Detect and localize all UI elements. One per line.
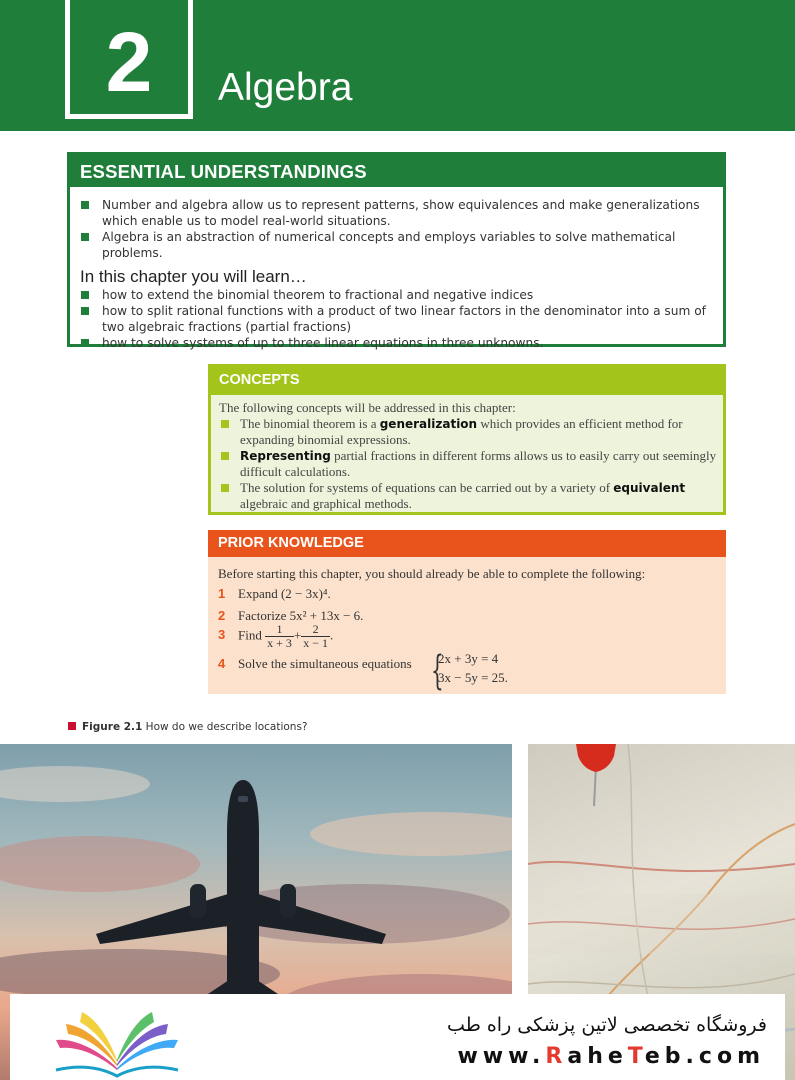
question-text: Solve the simultaneous equations [238,656,412,671]
essential-understandings-title: ESSENTIAL UNDERSTANDINGS [70,155,723,187]
equation-system [438,649,508,687]
bullet-square-icon [81,291,89,299]
bullet-square-icon [81,339,89,347]
url-part: eb.com [644,1044,765,1069]
question-text: Factorize 5x² + 13x − 6. [238,608,364,623]
concepts-title: CONCEPTS [211,367,723,395]
concepts-list [211,416,723,512]
store-name: فروشگاه تخصصی لاتین پزشکی راه طب [447,1014,767,1036]
bullet-square-icon [81,201,89,209]
fraction-denominator: x − 1 [303,636,328,650]
figure-caption [68,721,308,733]
question-3 [218,623,333,650]
essential-list [70,197,723,261]
concept-text: The binomial theorem is a [240,416,380,431]
fraction-numerator: 2 [301,623,330,637]
url-part-accent: R [545,1044,568,1069]
list-item [211,416,723,448]
punctuation: . [330,627,334,643]
question-2 [218,608,363,624]
chapter-header [0,0,795,131]
list-item [70,287,723,303]
question-text: Expand (2 − 3x)⁴. [238,586,331,601]
concept-text: The solution for systems of equations can be carried out by a variety of [240,480,614,495]
url-part: www. [457,1044,546,1069]
prior-knowledge-box [208,530,726,694]
list-item [211,448,723,480]
chapter-number-box [65,0,193,119]
list-item [70,197,723,229]
fraction [265,623,294,650]
list-item [70,303,723,335]
list-item-text: how to split rational functions with a product of two linear factors in the denominator into a sum of two algebraic fractions (partial fractions) [102,304,706,334]
bullet-square-icon [221,484,229,492]
punctuation: . [504,670,508,685]
list-item-text: how to solve systems of up to three linear equations in three unknowns. [102,336,544,350]
list-item-text: Algebra is an abstraction of numerical concepts and employs variables to solve mathematical problems. [102,230,676,260]
bullet-square-icon [81,233,89,241]
figure-caption-text: How do we describe locations? [145,721,308,733]
prior-knowledge-intro: Before starting this chapter, you should already be able to complete the following: [218,566,646,581]
left-brace-icon: { [431,648,444,694]
learn-list [70,287,723,351]
equation: 2x + 3y = 4 [438,651,499,666]
operator: + [293,627,302,643]
bullet-square-icon [81,307,89,315]
question-text: Find [238,627,262,643]
list-item-text: how to extend the binomial theorem to fractional and negative indices [102,288,534,302]
concept-text: algebraic and graphical methods. [240,496,412,511]
question-4 [218,648,518,694]
equation-line [438,668,508,687]
book-logo-icon [52,1008,182,1078]
fraction [301,623,330,650]
question-number: 3 [218,627,226,643]
concept-text: partial fractions in different forms allows us to easily carry out seemingly difficult calculations. [240,448,717,479]
question-number: 2 [218,608,226,623]
learn-heading: In this chapter you will learn… [80,267,307,286]
essential-understandings-box [67,152,726,350]
bullet-square-icon [221,452,229,460]
question-number: 1 [218,586,226,601]
concept-keyword: equivalent [613,481,686,495]
concepts-intro: The following concepts will be addressed in this chapter: [219,400,516,415]
list-item [211,480,723,512]
equation: 3x − 5y = 25 [438,670,505,685]
figure-label: Figure 2.1 [82,721,143,733]
caption-square-icon [68,722,76,730]
store-url[interactable] [457,1044,765,1069]
list-item [70,229,723,261]
fraction-numerator: 1 [265,623,294,637]
concept-keyword: generalization [379,417,478,431]
chapter-title: Algebra [218,66,353,109]
prior-knowledge-title: PRIOR KNOWLEDGE [208,530,726,557]
question-number: 4 [218,656,226,671]
url-part: ahe [567,1044,628,1069]
url-part-accent: T [627,1044,645,1069]
concept-keyword: Representing [240,449,331,463]
list-item [70,335,723,351]
store-banner [10,994,785,1080]
concepts-box [208,364,726,515]
concept-text: which provides an efficient method for expanding binomial expressions. [240,416,683,447]
fraction-denominator: x + 3 [267,636,292,650]
chapter-number: 2 [105,14,153,109]
list-item-text: Number and algebra allow us to represent patterns, show equivalences and make generalizations which enable us to model real-world situations. [102,198,700,228]
question-1 [218,586,331,602]
bullet-square-icon [221,420,229,428]
